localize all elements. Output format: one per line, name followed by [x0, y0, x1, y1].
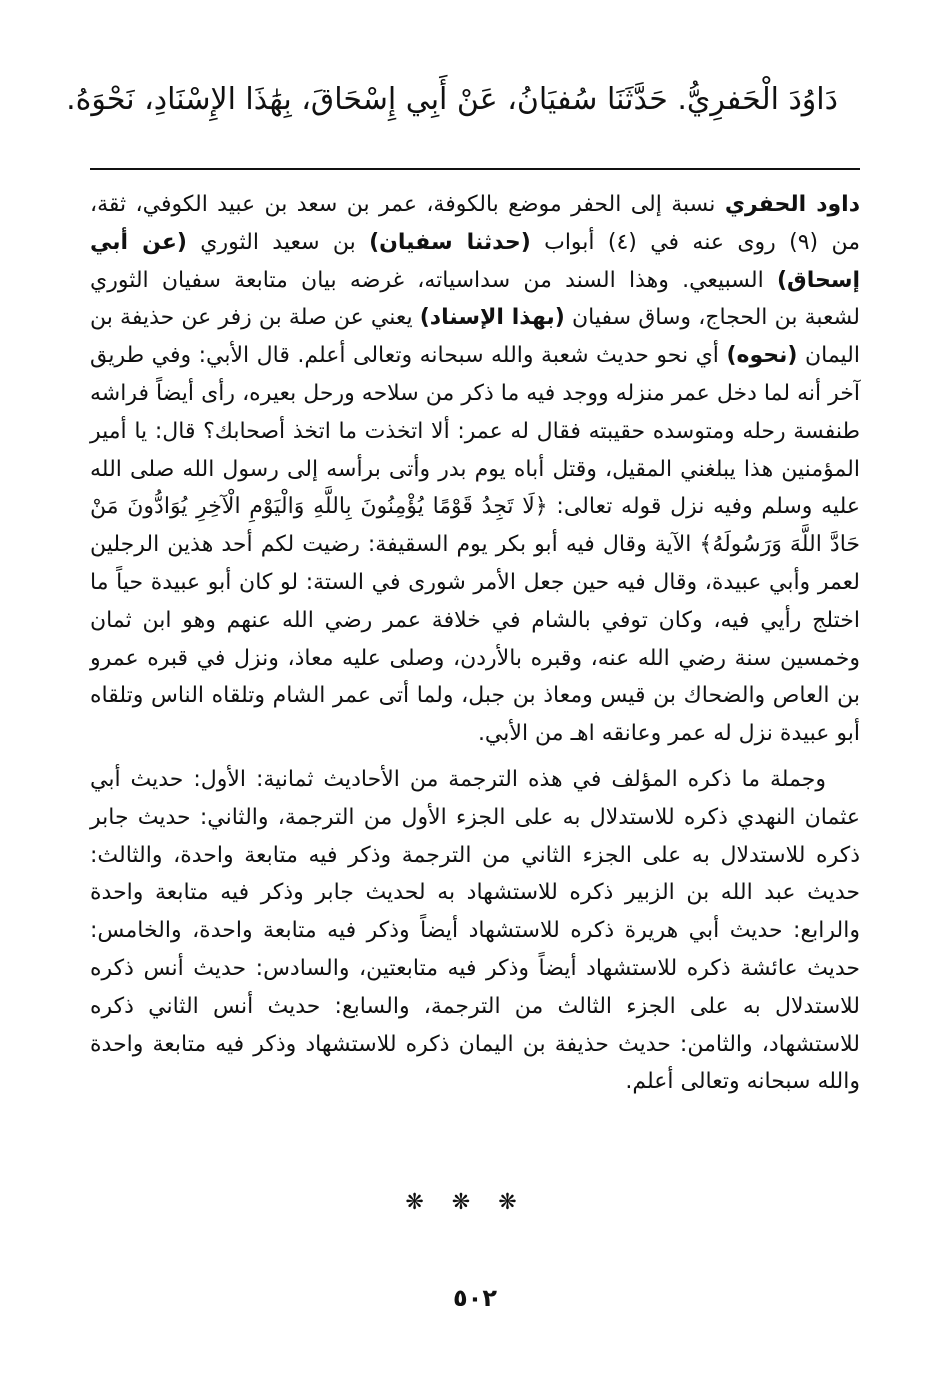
footnote-separator-line [90, 168, 860, 170]
commentary-text: السبيعي. وهذا السند من سداسياته، غرضه بيان متابعة سفيان الثوري لشعبة بن الحجاج، وساق سفيان [90, 267, 860, 331]
commentary-paragraph-1 [90, 186, 860, 753]
commentary-text: الآية وقال فيه أبو بكر يوم السقيفة: رضيت لكم أحد هذين الرجلين لعمر وأبي عبيدة، وقال فيه حين جعل الأمر شورى في الستة: لو كان أبو عبيدة حياً ما اختلج رأيي فيه، وكان توفي بالشام في خلافة عمر رضي الله عنهم وهو ابن ثمان وخمسين سنة رضي الله عنه، وقبره بالأردن، وصلى عليه معاذ، ونزل في قبره عمرو بن العاص والضحاك بن قيس ومعاذ بن جبل، ولما أتى عمر الشام وتلقاه الناس وتلقاه أبو عبيدة نزل له عمر وعانقه اهـ من الأبي. [90, 532, 860, 747]
quoted-phrase-bold: (بهذا الإسناد) [419, 305, 565, 331]
section-ornament [0, 1190, 950, 1215]
commentary-text: بن سعيد الثوري [186, 229, 370, 255]
commentary-paragraph-2: وجملة ما ذكره المؤلف في هذه الترجمة من الأحاديث ثمانية: الأول: حديث أبي عثمان النهدي ذكره للاستدلال به على الجزء الأول من الترجمة، والثاني: حديث جابر ذكره للاستدلال به على الجزء الثاني من الترجمة وذكر فيه متابعة واحدة، والثالث: حديث عبد الله بن الزبير ذكره للاستشهاد به لحديث جابر وذكر فيه متابعة واحدة والرابع: حديث أبي هريرة ذكره للاستشهاد أيضاً وذكر فيه متابعة واحدة، والخامس: حديث عائشة ذكره للاستشهاد أيضاً وذكر فيه متابعتين، والسادس: حديث أنس ذكره للاستدلال به على الجزء الثالث من الترجمة، والسابع: حديث أنس الثاني ذكره للاستشهاد، والثامن: حديث حذيفة بن اليمان ذكره للاستشهاد وذكر فيه متابعة واحدة والله سبحانه وتعالى أعلم. [90, 766, 860, 1095]
quran-verse: ﴿لَا تَجِدُ قَوْمًا يُؤْمِنُونَ بِاللَّهِ وَالْيَوْمِ الْآخِرِ يُوَادُّونَ مَنْ حَادَّ اللَّهَ وَرَسُولَهُ﴾ [90, 494, 860, 558]
star-ornament-icon: ❋ [451, 1190, 499, 1215]
commentary-text: نسبة إلى الحفر موضع بالكوفة، عمر بن سعد بن عبيد الكوفي، ثقة، من (٩) روى عنه في (٤) أبواب [90, 192, 861, 255]
page-number: ٥٠٢ [453, 1284, 497, 1312]
quoted-phrase-bold: (حدثنا سفيان) [369, 229, 531, 255]
star-ornament-icon: ❋ [498, 1190, 545, 1215]
commentary-text: أي نحو حديث شعبة والله سبحانه وتعالى أعلم. قال الأبي: وفي طريق آخر أنه لما دخل عمر منزله ووجد فيه ما ذكر من سلاحه ورحل بعيره، رأى أيضاً فراشه طنفسة رحله ومتوسده حقيبته فقال له عمر: ألا اتخذت ما اتخذ أصحابك؟ قال: يا أمير المؤمنين هذا يبلغني المقيل، وقتل أباه يوم بدر وأتى برأسه إلى رسول الله صلى الله عليه وسلم وفيه نزل قوله تعالى: [90, 343, 860, 520]
narrator-name-bold: داود الحفري [724, 192, 860, 217]
hadith-text-line: دَاوُدَ الْحَفرِيُّ. حَدَّثَنَا سُفيَانُ، عَنْ أَبِي إِسْحَاقَ، بِهَٰذَا الإِسْنَادِ، نَحْوَهُ. [66, 82, 838, 117]
star-ornament-icon: ❋ [405, 1190, 452, 1215]
commentary-text: يعني عن صلة بن زفر عن حذيفة بن اليمان [90, 305, 860, 369]
commentary-block [90, 186, 860, 1101]
quoted-phrase-bold: (عن أبي إسحاق) [90, 229, 860, 293]
quoted-phrase-bold: (نحوه) [726, 343, 798, 369]
